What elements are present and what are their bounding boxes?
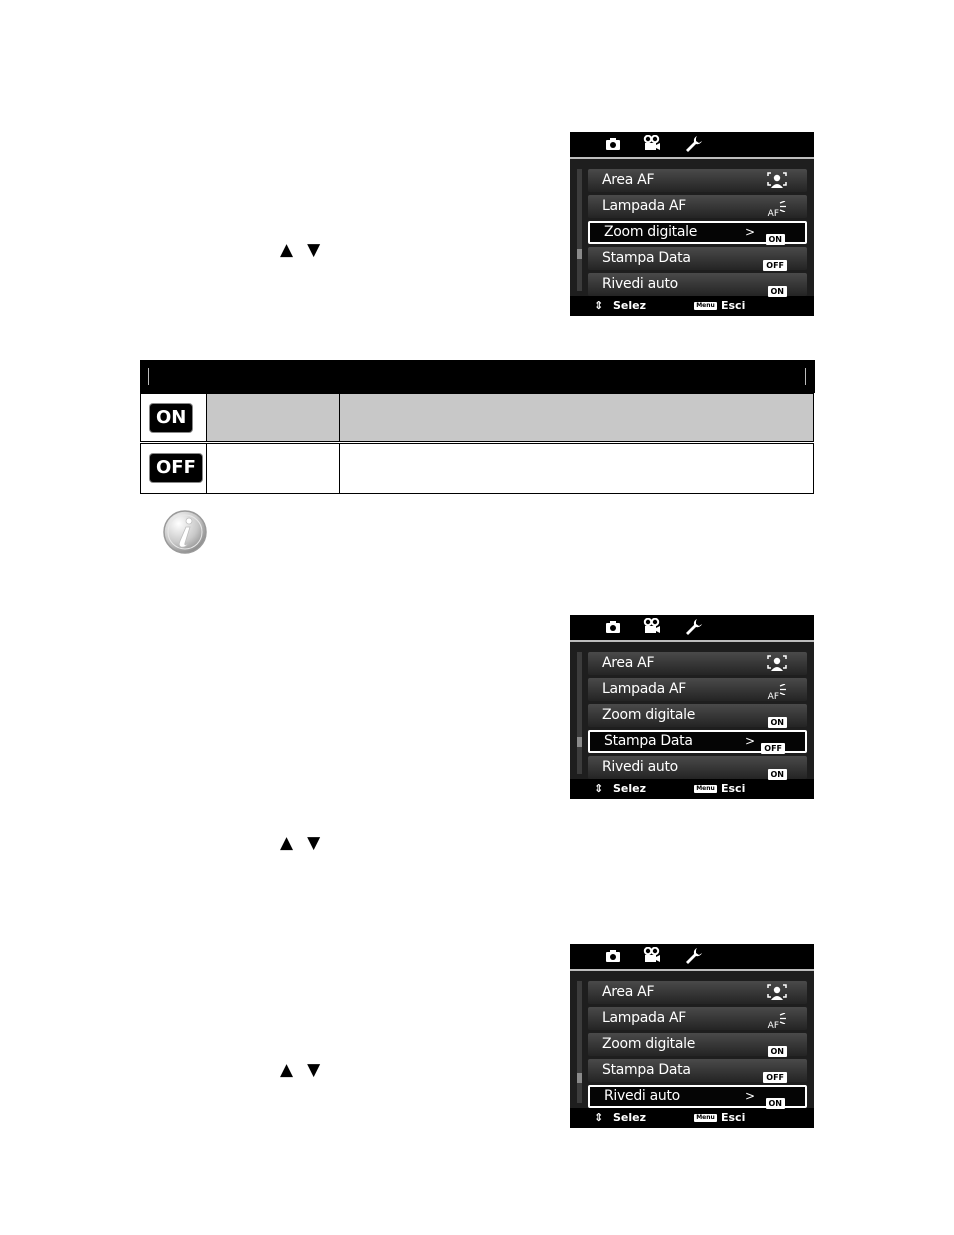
value-badge: ON: [768, 769, 788, 780]
arrow-keys-hint-2: [280, 833, 334, 853]
navigation-arrows-icon: ⇕: [594, 299, 604, 312]
menu-item-label: Area AF: [602, 172, 655, 188]
menu-item[interactable]: [588, 1059, 807, 1082]
arrow-keys-hint-3: [280, 1060, 334, 1080]
menu-item[interactable]: [588, 169, 807, 192]
menu-item-label: Stampa Data: [604, 733, 693, 749]
menu-item-label: Lampada AF: [602, 681, 687, 697]
menu-item[interactable]: [588, 1085, 807, 1108]
arrow-keys-hint-1: [280, 240, 334, 260]
menu-tabs: [570, 944, 814, 969]
menu-item[interactable]: [588, 273, 807, 296]
menu-item-label: Lampada AF: [602, 1010, 687, 1026]
up-arrow-icon: ▲: [280, 833, 308, 853]
menu-item[interactable]: [588, 756, 807, 779]
menu-button-icon: Menu: [694, 785, 717, 793]
select-hint: Selez: [613, 299, 647, 312]
menu-item[interactable]: [588, 1033, 807, 1056]
video-camera-icon[interactable]: [643, 947, 661, 963]
option-row-on: [140, 393, 814, 442]
menu-tabs: [570, 615, 814, 640]
value-badge: ON: [768, 717, 788, 728]
exit-hint: Esci: [721, 782, 746, 795]
menu-item[interactable]: [588, 981, 807, 1004]
face-detect-icon: [767, 172, 787, 189]
camera-menu-screen: [570, 615, 814, 799]
camera-icon[interactable]: [605, 137, 621, 151]
chevron-right-icon: >: [744, 734, 755, 748]
menu-item[interactable]: [588, 247, 807, 270]
menu-item[interactable]: [588, 1007, 807, 1030]
navigation-arrows-icon: ⇕: [594, 782, 604, 795]
value-badge: OFF: [763, 260, 787, 271]
menu-item-label: Zoom digitale: [602, 707, 696, 723]
menu-item-label: Lampada AF: [602, 198, 687, 214]
menu-item[interactable]: [588, 730, 807, 753]
menu-item-label: Stampa Data: [602, 250, 691, 266]
down-arrow-icon: ▼: [307, 833, 335, 853]
value-badge: ON: [766, 234, 786, 245]
camera-menu-screen: [570, 944, 814, 1128]
menu-item-label: Zoom digitale: [602, 1036, 696, 1052]
wrench-icon[interactable]: [685, 135, 703, 153]
menu-item-label: Zoom digitale: [604, 224, 698, 240]
option-table-header: [140, 360, 815, 393]
menu-item-label: Area AF: [602, 984, 655, 1000]
face-detect-icon: [767, 984, 787, 1001]
navigation-arrows-icon: ⇕: [594, 1111, 604, 1124]
video-camera-icon[interactable]: [643, 618, 661, 634]
value-badge: OFF: [763, 1072, 787, 1083]
chevron-right-icon: >: [744, 1089, 755, 1103]
face-detect-icon: [767, 655, 787, 672]
menu-item[interactable]: [588, 221, 807, 244]
camera-icon[interactable]: [605, 620, 621, 634]
option-row-off: [140, 443, 814, 494]
menu-button-icon: Menu: [694, 302, 717, 310]
value-badge: ON: [768, 1046, 788, 1057]
menu-item[interactable]: [588, 195, 807, 218]
video-camera-icon[interactable]: [643, 135, 661, 151]
up-arrow-icon: ▲: [280, 240, 308, 260]
camera-menu-screen: [570, 132, 814, 316]
select-hint: Selez: [613, 782, 647, 795]
chevron-right-icon: >: [744, 225, 755, 239]
camera-icon[interactable]: [605, 949, 621, 963]
off-badge-icon: OFF: [151, 455, 201, 481]
menu-footer: [570, 296, 814, 316]
wrench-icon[interactable]: [685, 618, 703, 636]
menu-item-label: Rivedi auto: [604, 1088, 680, 1104]
menu-item-label: Rivedi auto: [602, 759, 678, 775]
menu-footer: [570, 1108, 814, 1128]
af-lamp-icon: AF: [768, 1013, 787, 1024]
up-arrow-icon: ▲: [280, 1060, 308, 1080]
option-table: [140, 360, 815, 494]
menu-item[interactable]: [588, 678, 807, 701]
value-badge: OFF: [761, 743, 785, 754]
menu-item-label: Stampa Data: [602, 1062, 691, 1078]
exit-hint: Esci: [721, 1111, 746, 1124]
exit-hint: Esci: [721, 299, 746, 312]
menu-item-label: Rivedi auto: [602, 276, 678, 292]
menu-item-label: Area AF: [602, 655, 655, 671]
on-badge-icon: ON: [151, 405, 191, 431]
af-lamp-icon: AF: [768, 201, 787, 212]
info-icon: [162, 509, 208, 555]
down-arrow-icon: ▼: [307, 1060, 335, 1080]
menu-footer: [570, 779, 814, 799]
menu-item[interactable]: [588, 704, 807, 727]
wrench-icon[interactable]: [685, 947, 703, 965]
down-arrow-icon: ▼: [307, 240, 335, 260]
menu-tabs: [570, 132, 814, 157]
af-lamp-icon: AF: [768, 684, 787, 695]
value-badge: ON: [766, 1098, 786, 1109]
menu-item[interactable]: [588, 652, 807, 675]
menu-button-icon: Menu: [694, 1114, 717, 1122]
value-badge: ON: [768, 286, 788, 297]
select-hint: Selez: [613, 1111, 647, 1124]
